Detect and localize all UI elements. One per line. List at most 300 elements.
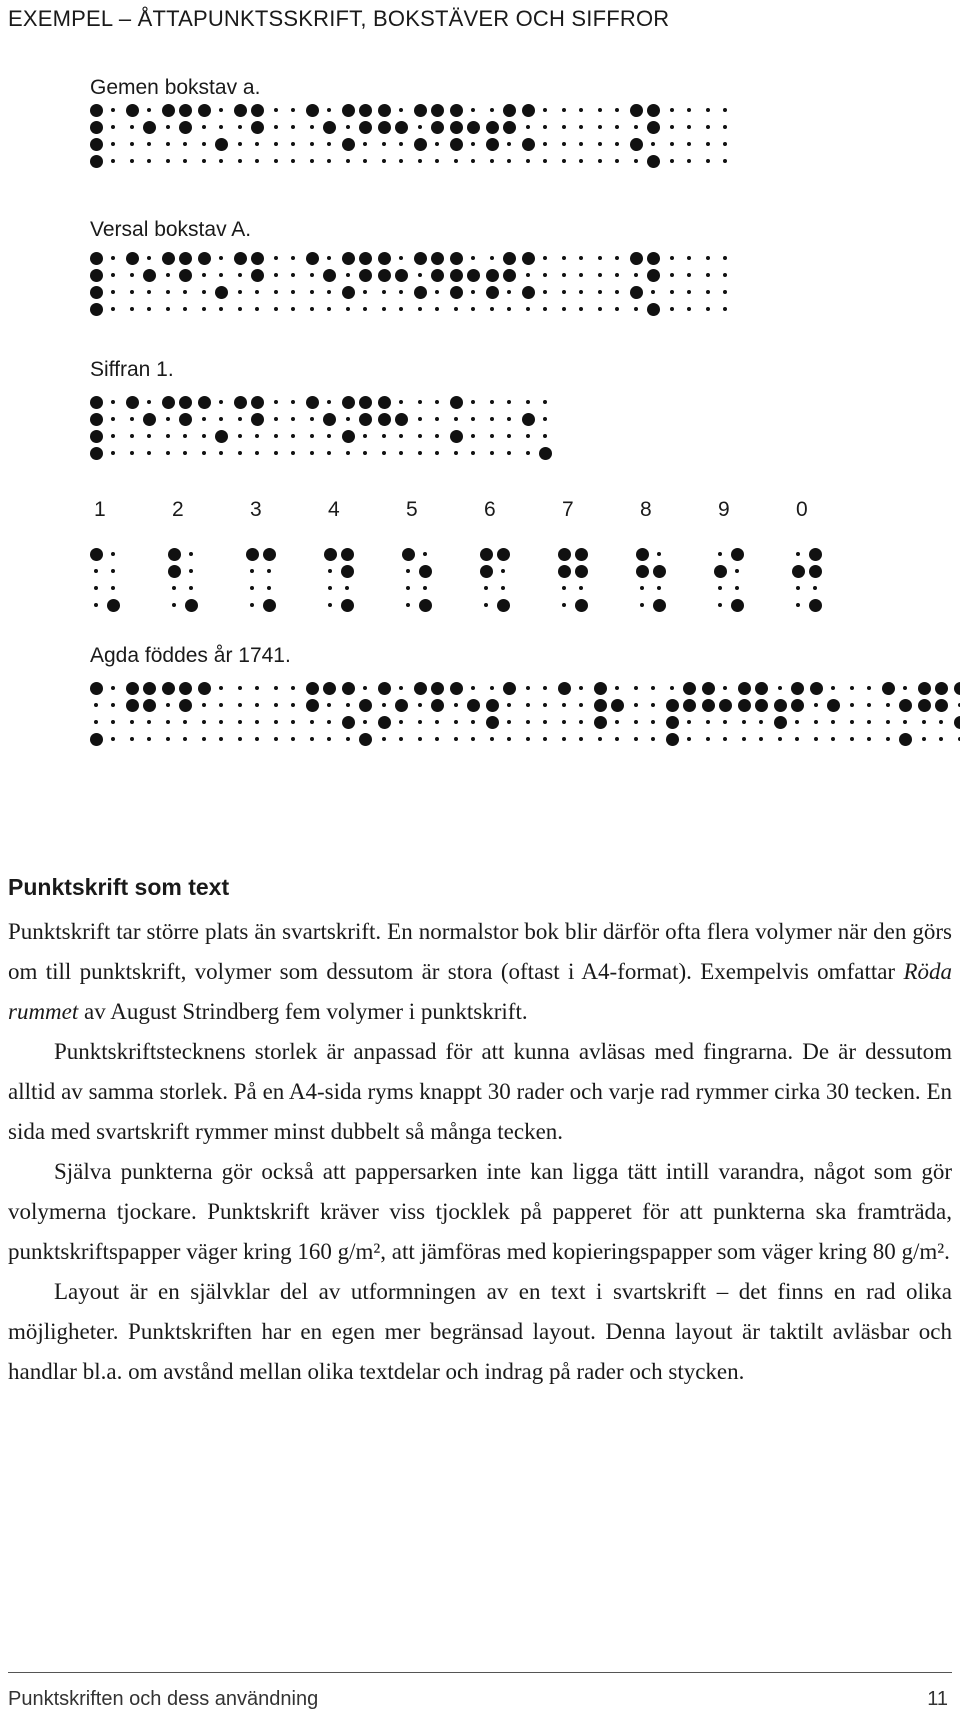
braille-dot-flat — [598, 142, 602, 146]
braille-dot-flat — [363, 451, 367, 455]
braille-dot-flat — [454, 159, 458, 163]
braille-dot-raised — [809, 565, 822, 578]
braille-dot-raised — [90, 252, 103, 265]
braille-dot-flat — [579, 307, 583, 311]
braille-dot-flat — [183, 720, 187, 724]
braille-dot-flat — [903, 720, 907, 724]
braille-dot-flat — [579, 108, 583, 112]
braille-dot-raised — [90, 303, 103, 316]
braille-cell — [486, 104, 522, 170]
paragraph-1-part-b: av August Strindberg fem volymer i punktskrift. — [78, 999, 528, 1024]
braille-dot-raised — [630, 104, 643, 117]
braille-dot-raised — [486, 121, 499, 134]
braille-dot-flat — [670, 307, 674, 311]
braille-dot-flat — [435, 159, 439, 163]
digit-label: 9 — [718, 498, 730, 521]
braille-dot-raised — [450, 252, 463, 265]
braille-dot-raised — [341, 565, 354, 578]
braille-dot-flat — [111, 256, 115, 260]
braille-cell — [846, 682, 882, 748]
braille-dot-flat — [172, 586, 176, 590]
braille-dot-raised — [359, 699, 372, 712]
braille-dot-raised — [774, 699, 787, 712]
braille-dot-raised — [575, 599, 588, 612]
braille-dot-flat — [579, 273, 583, 277]
braille-dot-flat — [867, 737, 871, 741]
braille-dot-flat — [111, 720, 115, 724]
braille-dot-raised — [450, 430, 463, 443]
braille-cell — [594, 252, 630, 318]
braille-cell — [414, 682, 450, 748]
braille-dot-flat — [346, 737, 350, 741]
braille-dot-raised — [342, 252, 355, 265]
braille-dot-flat — [435, 720, 439, 724]
braille-dot-raised — [143, 413, 156, 426]
braille-dot-flat — [147, 290, 151, 294]
digit-label: 0 — [796, 498, 808, 521]
braille-dot-flat — [111, 108, 115, 112]
braille-dot-raised — [179, 269, 192, 282]
braille-dot-flat — [202, 720, 206, 724]
braille-dot-flat — [454, 720, 458, 724]
braille-dot-flat — [382, 307, 386, 311]
braille-dot-flat — [543, 142, 547, 146]
braille-dot-flat — [382, 703, 386, 707]
braille-dot-raised — [774, 716, 787, 729]
braille-dot-flat — [291, 451, 295, 455]
braille-dot-flat — [418, 417, 422, 421]
braille-cell — [630, 104, 666, 170]
braille-dot-flat — [435, 737, 439, 741]
braille-dot-flat — [267, 569, 271, 573]
braille-dot-flat — [291, 434, 295, 438]
braille-dot-raised — [143, 269, 156, 282]
braille-dot-raised — [378, 716, 391, 729]
braille-dot-flat — [471, 159, 475, 163]
braille-dot-raised — [431, 104, 444, 117]
braille-dot-flat — [615, 125, 619, 129]
braille-dot-flat — [723, 256, 727, 260]
braille-dot-raised — [630, 286, 643, 299]
braille-dot-flat — [723, 307, 727, 311]
braille-dot-flat — [255, 737, 259, 741]
braille-dot-flat — [543, 108, 547, 112]
braille-dot-flat — [598, 737, 602, 741]
braille-dot-flat — [795, 737, 799, 741]
braille-dot-flat — [634, 159, 638, 163]
braille-dot-raised — [431, 699, 444, 712]
digit-label: 3 — [250, 498, 262, 521]
braille-dot-flat — [507, 290, 511, 294]
braille-dot-raised — [306, 104, 319, 117]
braille-dot-raised — [431, 269, 444, 282]
braille-dot-flat — [94, 703, 98, 707]
braille-dot-flat — [219, 703, 223, 707]
braille-dot-flat — [490, 451, 494, 455]
braille-dot-flat — [718, 552, 722, 556]
braille-cell — [918, 682, 954, 748]
braille-dot-raised — [90, 413, 103, 426]
braille-dot-flat — [111, 686, 115, 690]
braille-dot-raised — [666, 733, 679, 746]
braille-dot-flat — [651, 737, 655, 741]
braille-dot-flat — [346, 159, 350, 163]
braille-dot-flat — [94, 569, 98, 573]
braille-cell — [306, 682, 342, 748]
braille-dot-flat — [435, 290, 439, 294]
braille-dot-flat — [111, 125, 115, 129]
braille-dot-flat — [735, 569, 739, 573]
braille-dot-flat — [310, 273, 314, 277]
braille-dot-flat — [274, 703, 278, 707]
braille-cell — [234, 396, 270, 462]
braille-dot-raised — [918, 682, 931, 695]
braille-dot-flat — [850, 720, 854, 724]
braille-dot-flat — [327, 108, 331, 112]
braille-dot-raised — [647, 104, 660, 117]
braille-dot-flat — [435, 434, 439, 438]
braille-dot-flat — [274, 290, 278, 294]
braille-cell — [378, 682, 414, 748]
braille-cell — [414, 104, 450, 170]
braille-dot-raised — [738, 699, 751, 712]
braille-dot-flat — [687, 307, 691, 311]
braille-dot-flat — [130, 273, 134, 277]
braille-dot-flat — [706, 108, 710, 112]
braille-dot-flat — [202, 451, 206, 455]
braille-dot-flat — [490, 108, 494, 112]
braille-dot-flat — [202, 434, 206, 438]
braille-dot-flat — [291, 686, 295, 690]
braille-dot-flat — [250, 586, 254, 590]
braille-dot-flat — [166, 737, 170, 741]
braille-dot-flat — [345, 586, 349, 590]
braille-dot-flat — [598, 290, 602, 294]
braille-cell — [486, 396, 522, 462]
braille-dot-flat — [399, 256, 403, 260]
braille-dot-raised — [168, 565, 181, 578]
braille-dot-flat — [418, 720, 422, 724]
braille-example-uppercase — [90, 252, 738, 318]
braille-dot-flat — [255, 686, 259, 690]
braille-dot-raised — [954, 682, 960, 695]
braille-dot-raised — [198, 104, 211, 117]
braille-dot-flat — [543, 125, 547, 129]
braille-cell — [450, 104, 486, 170]
braille-dot-flat — [327, 307, 331, 311]
braille-dot-flat — [796, 603, 800, 607]
braille-dot-raised — [486, 138, 499, 151]
braille-dot-flat — [651, 703, 655, 707]
braille-dot-flat — [634, 273, 638, 277]
braille-dot-raised — [107, 599, 120, 612]
braille-dot-flat — [579, 586, 583, 590]
braille-dot-flat — [471, 108, 475, 112]
braille-dot-raised — [179, 396, 192, 409]
braille-dot-raised — [234, 396, 247, 409]
braille-dot-raised — [126, 104, 139, 117]
braille-dot-flat — [471, 720, 475, 724]
braille-dot-flat — [382, 451, 386, 455]
braille-dot-flat — [202, 307, 206, 311]
braille-cell — [450, 396, 486, 462]
braille-dot-raised — [497, 599, 510, 612]
braille-dot-flat — [831, 737, 835, 741]
braille-dot-flat — [939, 737, 943, 741]
braille-example-digit — [90, 396, 558, 462]
braille-dot-flat — [147, 142, 151, 146]
braille-dot-flat — [310, 417, 314, 421]
braille-dot-raised — [450, 269, 463, 282]
braille-dot-flat — [166, 434, 170, 438]
braille-cell — [378, 252, 414, 318]
braille-dot-flat — [310, 434, 314, 438]
braille-dot-raised — [251, 104, 264, 117]
braille-dot-flat — [615, 108, 619, 112]
braille-dot-flat — [327, 159, 331, 163]
braille-dot-raised — [882, 682, 895, 695]
braille-dot-flat — [363, 159, 367, 163]
braille-dot-flat — [291, 108, 295, 112]
braille-dot-raised — [143, 699, 156, 712]
braille-dot-flat — [687, 737, 691, 741]
braille-dot-raised — [731, 599, 744, 612]
braille-dot-flat — [166, 703, 170, 707]
braille-dot-raised — [755, 699, 768, 712]
braille-dot-raised — [90, 121, 103, 134]
braille-cell — [270, 104, 306, 170]
braille-dot-raised — [342, 104, 355, 117]
braille-dot-flat — [130, 737, 134, 741]
braille-dot-raised — [215, 138, 228, 151]
braille-dot-flat — [130, 417, 134, 421]
braille-dot-flat — [328, 586, 332, 590]
braille-dot-flat — [562, 586, 566, 590]
braille-dot-flat — [202, 273, 206, 277]
braille-cell — [954, 682, 960, 748]
braille-dot-flat — [435, 400, 439, 404]
braille-dot-raised — [306, 699, 319, 712]
braille-dot-raised — [90, 269, 103, 282]
braille-dot-flat — [831, 720, 835, 724]
braille-dot-flat — [579, 256, 583, 260]
braille-dot-raised — [378, 252, 391, 265]
braille-dot-flat — [166, 290, 170, 294]
braille-dot-flat — [814, 703, 818, 707]
braille-dot-raised — [558, 548, 571, 561]
braille-dot-flat — [382, 434, 386, 438]
braille-dot-flat — [634, 307, 638, 311]
braille-dot-flat — [418, 125, 422, 129]
braille-dot-raised — [954, 716, 960, 729]
braille-dot-raised — [263, 548, 276, 561]
braille-dot-flat — [526, 159, 530, 163]
braille-dot-flat — [886, 737, 890, 741]
braille-dot-flat — [418, 451, 422, 455]
braille-dot-raised — [431, 121, 444, 134]
braille-dot-raised — [198, 396, 211, 409]
braille-cell — [450, 252, 486, 318]
digit-label: 5 — [406, 498, 418, 521]
braille-dot-flat — [130, 451, 134, 455]
braille-dot-flat — [219, 686, 223, 690]
braille-dot-raised — [162, 682, 175, 695]
braille-dot-flat — [471, 400, 475, 404]
braille-dot-flat — [219, 737, 223, 741]
braille-dot-flat — [507, 737, 511, 741]
braille-cell — [378, 396, 414, 462]
braille-cell — [774, 682, 810, 748]
braille-dot-flat — [471, 451, 475, 455]
braille-cell — [198, 252, 234, 318]
braille-dot-flat — [219, 400, 223, 404]
braille-dot-flat — [327, 400, 331, 404]
braille-cell — [126, 682, 162, 748]
braille-dot-flat — [543, 720, 547, 724]
braille-dot-flat — [111, 451, 115, 455]
braille-dot-flat — [291, 159, 295, 163]
braille-dot-flat — [94, 603, 98, 607]
braille-dot-raised — [378, 396, 391, 409]
example-label-digit: Siffran 1. — [90, 358, 174, 381]
braille-dot-flat — [219, 451, 223, 455]
braille-dot-flat — [363, 686, 367, 690]
braille-dot-flat — [346, 703, 350, 707]
braille-dot-flat — [147, 256, 151, 260]
braille-cell — [402, 548, 438, 614]
braille-dot-flat — [291, 417, 295, 421]
braille-dot-flat — [291, 703, 295, 707]
braille-dot-flat — [147, 108, 151, 112]
digit-label: 2 — [172, 498, 184, 521]
braille-dot-raised — [647, 303, 660, 316]
braille-dot-flat — [454, 737, 458, 741]
braille-cell — [126, 252, 162, 318]
braille-dot-raised — [179, 121, 192, 134]
braille-dot-flat — [706, 307, 710, 311]
braille-dot-flat — [651, 720, 655, 724]
braille-dot-flat — [418, 737, 422, 741]
braille-dot-flat — [526, 720, 530, 724]
braille-dot-flat — [166, 159, 170, 163]
braille-dot-flat — [598, 307, 602, 311]
braille-dot-flat — [526, 737, 530, 741]
braille-dot-flat — [202, 125, 206, 129]
braille-dot-raised — [324, 548, 337, 561]
braille-dot-raised — [251, 396, 264, 409]
braille-dot-raised — [90, 104, 103, 117]
braille-dot-flat — [850, 703, 854, 707]
braille-dot-flat — [615, 686, 619, 690]
braille-dot-raised — [630, 138, 643, 151]
braille-dot-raised — [179, 104, 192, 117]
braille-dot-raised — [899, 733, 912, 746]
braille-dot-flat — [418, 159, 422, 163]
braille-dot-flat — [723, 142, 727, 146]
example-label-lowercase: Gemen bokstav a. — [90, 76, 261, 99]
braille-dot-raised — [594, 716, 607, 729]
braille-dot-raised — [215, 286, 228, 299]
braille-cell — [126, 104, 162, 170]
braille-dot-flat — [255, 307, 259, 311]
braille-dot-flat — [202, 703, 206, 707]
braille-dot-flat — [166, 307, 170, 311]
braille-dot-raised — [414, 286, 427, 299]
braille-dot-flat — [526, 703, 530, 707]
braille-dot-flat — [490, 417, 494, 421]
braille-cell — [90, 396, 126, 462]
braille-dot-raised — [792, 565, 805, 578]
braille-dot-flat — [291, 720, 295, 724]
braille-dot-flat — [274, 307, 278, 311]
braille-cell — [162, 396, 198, 462]
braille-dot-flat — [939, 720, 943, 724]
braille-dot-flat — [183, 159, 187, 163]
braille-dot-flat — [238, 159, 242, 163]
braille-dot-flat — [274, 256, 278, 260]
braille-dot-flat — [310, 307, 314, 311]
braille-dot-flat — [166, 273, 170, 277]
braille-dot-flat — [598, 125, 602, 129]
braille-dot-raised — [90, 286, 103, 299]
braille-dot-raised — [179, 413, 192, 426]
braille-dot-flat — [238, 290, 242, 294]
braille-dot-flat — [723, 108, 727, 112]
braille-dot-flat — [867, 703, 871, 707]
braille-dot-flat — [310, 290, 314, 294]
braille-dot-flat — [579, 159, 583, 163]
braille-dot-raised — [90, 447, 103, 460]
braille-dot-flat — [490, 256, 494, 260]
braille-dot-flat — [471, 307, 475, 311]
braille-dot-flat — [255, 142, 259, 146]
braille-cell — [198, 682, 234, 748]
braille-dot-flat — [166, 417, 170, 421]
braille-dot-flat — [291, 273, 295, 277]
braille-dot-raised — [342, 430, 355, 443]
braille-cell — [270, 682, 306, 748]
braille-dot-flat — [423, 586, 427, 590]
braille-dot-raised — [666, 699, 679, 712]
braille-dot-raised — [395, 699, 408, 712]
braille-dot-raised — [246, 548, 259, 561]
braille-dot-flat — [418, 703, 422, 707]
braille-dot-raised — [378, 269, 391, 282]
braille-dot-raised — [414, 682, 427, 695]
braille-dot-flat — [238, 737, 242, 741]
braille-dot-raised — [653, 599, 666, 612]
braille-dot-flat — [454, 417, 458, 421]
braille-dot-flat — [706, 125, 710, 129]
braille-cell — [414, 396, 450, 462]
braille-dot-flat — [507, 703, 511, 707]
braille-dot-flat — [399, 159, 403, 163]
braille-cell — [306, 104, 342, 170]
digit-label: 7 — [562, 498, 574, 521]
braille-dot-flat — [670, 273, 674, 277]
braille-dot-raised — [791, 699, 804, 712]
braille-dot-raised — [827, 699, 840, 712]
braille-dot-raised — [198, 682, 211, 695]
braille-cell — [342, 396, 378, 462]
braille-dot-flat — [423, 552, 427, 556]
braille-dot-flat — [346, 125, 350, 129]
braille-dot-flat — [687, 159, 691, 163]
braille-dot-raised — [359, 733, 372, 746]
braille-dot-flat — [399, 686, 403, 690]
braille-dot-flat — [657, 552, 661, 556]
braille-dot-flat — [615, 290, 619, 294]
